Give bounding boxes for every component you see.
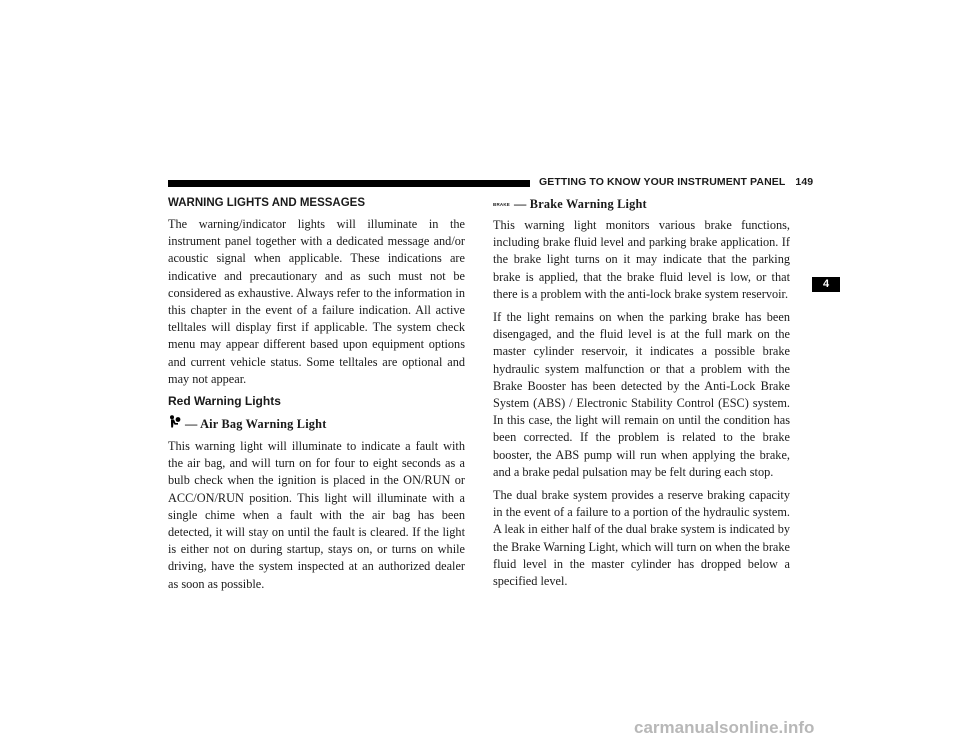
intro-paragraph: The warning/indicator lights will illuminate in the instrument panel together with a dedicated message and/or acoustic signal when applicable. These indications are indicative and precautionary and as such must not be considered as exhaustive. Always refer to the information in this chapter in the event of a failure indication. All active telltales will display first if applicable. The system check menu may appear different based upon equipment options and current vehicle status. Some telltales are optional and may not appear. <box>168 217 465 386</box>
brake-warning-title: — Brake Warning Light <box>514 197 647 211</box>
site-watermark: carmanualsonline.info <box>634 718 815 737</box>
airbag-warning-title: — Air Bag Warning Light <box>185 417 327 432</box>
subsection-title: Red Warning Lights <box>168 394 281 409</box>
brake-warning-heading <box>493 196 790 213</box>
brake-warning-icon: BRAKE <box>493 202 511 207</box>
airbag-warning-text: This warning light will illuminate to indicate a fault with the air bag, and will turn on for four to eight seconds as a bulb check when the ignition is placed in the ON/RUN or ACC/ON/RUN position. This light will illuminate with a single chime when a fault with the air bag has been detected, it will stay on until the fault is cleared. If the light is either not on during startup, stays on, or turns on while driving, have the system inspected at an authorized dealer as soon as possible. <box>168 439 465 591</box>
chapter-tab: 4 <box>812 277 840 292</box>
running-header <box>539 176 813 188</box>
header-title: GETTING TO KNOW YOUR INSTRUMENT PANEL <box>539 176 786 188</box>
header-rule <box>168 180 530 187</box>
brake-paragraph-1: This warning light monitors various brake functions, including brake fluid level and parking brake application. If the brake light turns on it may indicate that the parking brake is applied, that the brake fluid level is low, or that there is a problem with the anti-lock brake system reservoir. <box>493 218 790 301</box>
page-number: 149 <box>795 176 814 188</box>
left-column <box>168 196 465 599</box>
brake-paragraph-3: The dual brake system provides a reserve braking capacity in the event of a failure to a portion of the hydraulic system. A leak in either half of the dual brake system is indicated by the Brake Warning Light, which will turn on when the brake fluid level in the master cylinder has dropped below a specified level. <box>493 488 790 589</box>
brake-paragraph-2: If the light remains on when the parking brake has been disengaged, and the fluid level is at the full mark on the master cylinder reservoir, it indicates a possible brake hydraulic system malfunction or that a problem with the Brake Booster has been detected by the Anti-Lock Brake System (ABS) / Electronic Stability Control (ESC) system. In this case, the light will remain on until the condition has been corrected. If the problem is related to the brake booster, the ABS pump will run when applying the brake, and a brake pedal pulsation may be felt during each stop. <box>493 310 790 479</box>
airbag-warning-heading <box>168 415 465 434</box>
right-column <box>493 196 790 596</box>
section-title: WARNING LIGHTS AND MESSAGES <box>168 197 365 209</box>
airbag-warning-icon <box>168 415 181 434</box>
